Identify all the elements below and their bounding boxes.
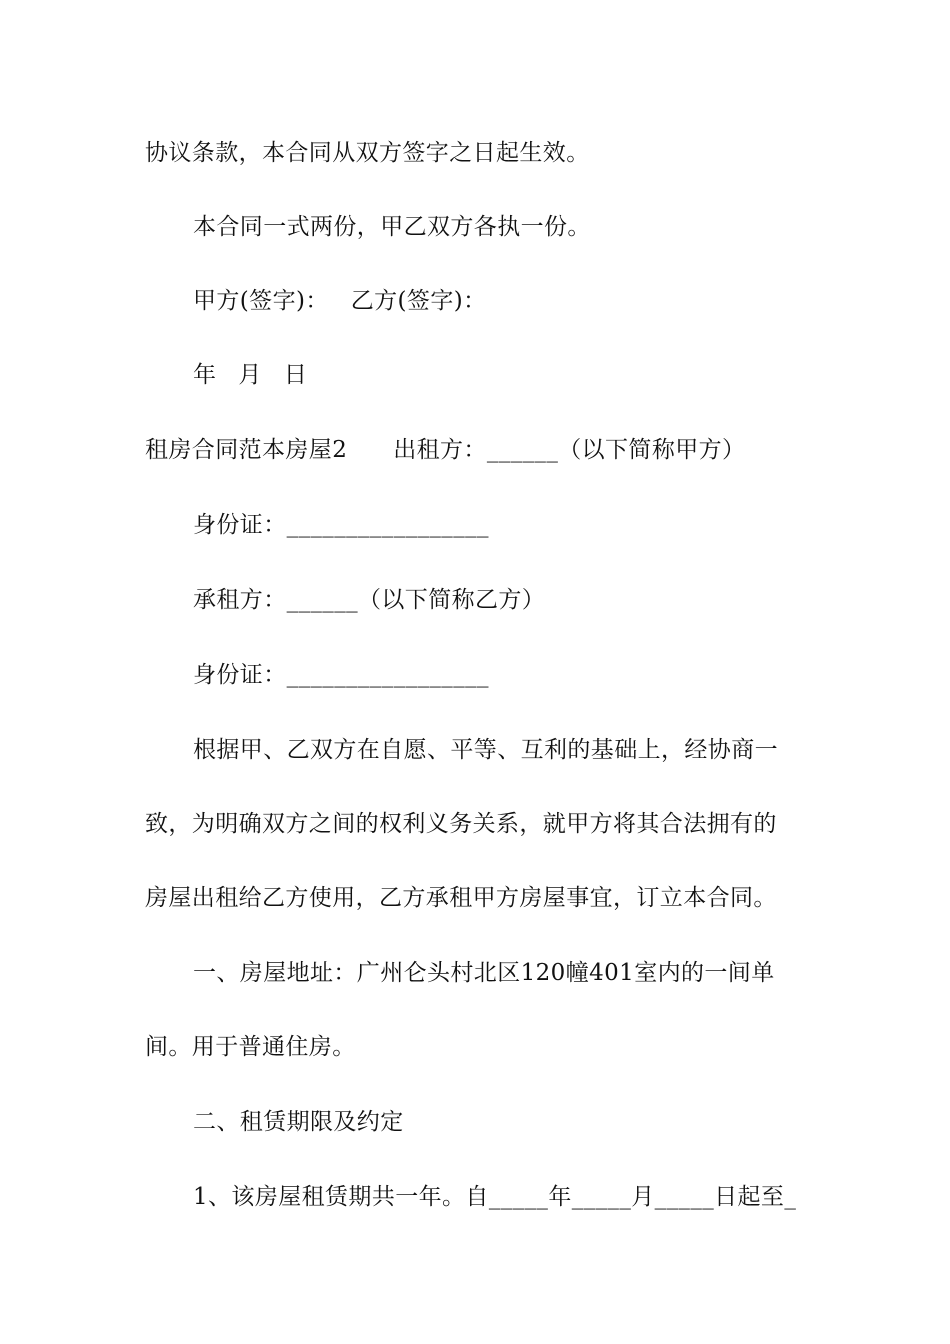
paragraph-line: 本合同一式两份，甲乙双方各执一份。 <box>193 214 591 240</box>
date-line <box>193 360 307 390</box>
lessor-id-line: 身份证：_________________ <box>193 512 489 538</box>
lessor-field: 出租方：______（以下简称甲方） <box>393 437 746 463</box>
party-a-signature-label: 甲方(签字)： <box>193 288 329 314</box>
lessee-id-line: 身份证：_________________ <box>193 662 489 688</box>
paragraph-line: 房屋出租给乙方使用，乙方承租甲方房屋事宜，订立本合同。 <box>145 885 777 911</box>
paragraph-line: 根据甲、乙双方在自愿、平等、互利的基础上，经协商一 <box>193 737 778 763</box>
year-label: 年 <box>193 362 217 388</box>
contract-heading-line <box>145 435 745 465</box>
lessee-field: 承租方：______（以下简称乙方） <box>193 587 546 613</box>
contract-title: 租房合同范本房屋2 <box>145 437 348 463</box>
paragraph-line: 一、房屋地址：广州仑头村北区120幢401室内的一间单 <box>193 960 775 986</box>
paragraph-line: 致，为明确双方之间的权利义务关系，就甲方将其合法拥有的 <box>145 811 777 837</box>
day-label: 日 <box>283 362 308 388</box>
paragraph-line: 间。用于普通住房。 <box>145 1034 356 1060</box>
paragraph-line: 协议条款，本合同从双方签字之日起生效。 <box>145 140 590 166</box>
paragraph-line: 1、该房屋租赁期共一年。自_____年_____月_____日起至_ <box>193 1184 797 1210</box>
party-b-signature-label: 乙方(签字)： <box>350 288 487 314</box>
section-heading: 二、租赁期限及约定 <box>193 1109 404 1135</box>
month-label: 月 <box>238 362 262 388</box>
signature-line <box>193 286 487 316</box>
